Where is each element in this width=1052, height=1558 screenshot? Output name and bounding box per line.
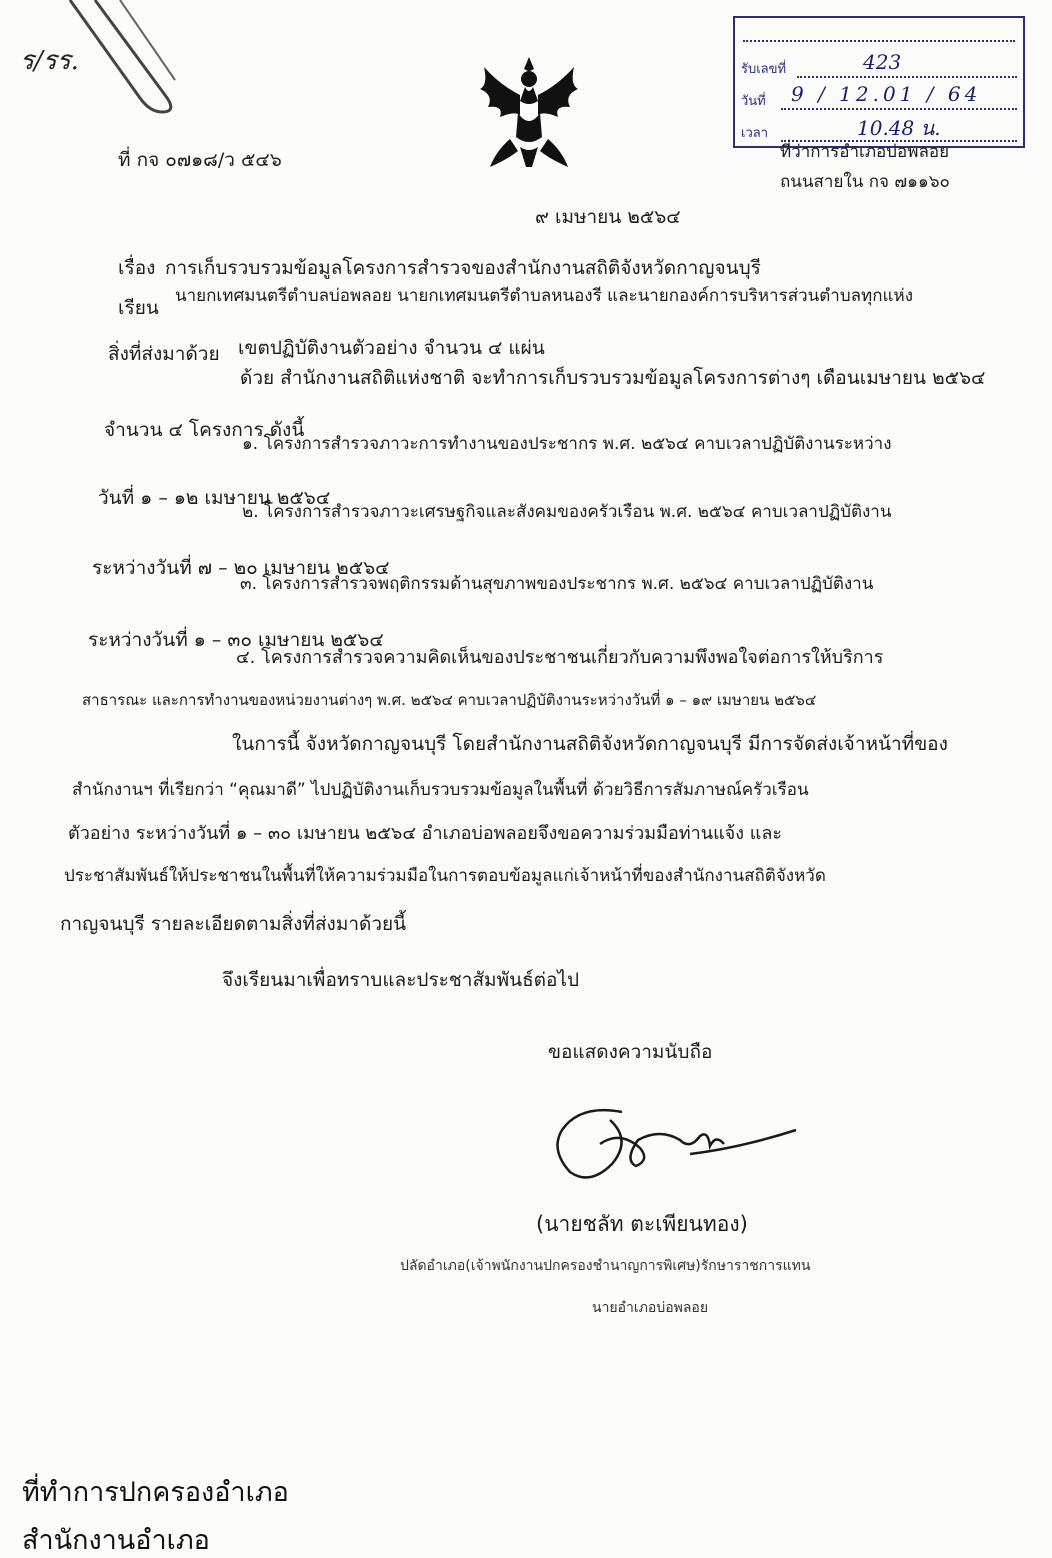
stamp-date-value: 9 / 12.01 / 64 [791,82,982,106]
subject-label: เรื่อง [118,257,156,279]
stamp-time-value: 10.48 น. [857,116,941,140]
reference-number: ที่ กจ ๐๗๑๘/ว ๕๔๖ [118,149,282,171]
body-line: วันที่ ๑ – ๑๒ เมษายน ๒๕๖๔ [98,487,331,509]
stamp-date-label: วันที่ [741,94,766,109]
body-line: ๑. โครงการสำรวจภาวะการทำงานของประชากร พ.ศ. ๒๕๖๔ คาบเวลาปฏิบัติงานระหว่าง [242,434,892,454]
enclosure-text: เขตปฏิบัติงานตัวอย่าง จำนวน ๔ แผ่น [238,337,545,359]
office-address-line1: ที่ว่าการอำเภอบ่อพลอย [780,142,950,162]
body-line: กาญจนบุรี รายละเอียดตามสิ่งที่ส่งมาด้วยนี้ [60,913,407,935]
body-line: จำนวน ๔ โครงการ ดังนี้ [104,419,305,441]
signer-title-line2: นายอำเภอบ่อพลอย [592,1300,709,1316]
body-line: ๔. โครงการสำรวจความคิดเห็นของประชาชนเกี่ยวกับความพึงพอใจต่อการให้บริการ [236,647,884,668]
corner-note: ร/รร. [20,46,79,76]
to-label: เรียน [118,297,159,319]
body-line: ในการนี้ จังหวัดกาญจนบุรี โดยสำนักงานสถิติจังหวัดกาญจนบุรี มีการจัดส่งเจ้าหน้าที่ของ [232,733,948,755]
signer-title-line1: ปลัดอำเภอ(เจ้าพนักงานปกครองชำนาญการพิเศษ)รักษาราชการแทน [400,1258,811,1274]
letter-date: ๙ เมษายน ๒๕๖๔ [535,206,681,228]
body-line: ด้วย สำนักงานสถิติแห่งชาติ จะทำการเก็บรวบรวมข้อมูลโครงการต่างๆ เดือนเมษายน ๒๕๖๔ [240,367,986,389]
office-address-line2: ถนนสายใน กจ ๗๑๑๖๐ [780,172,950,192]
stamp-receive-label: รับเลขที่ [741,62,787,77]
body-line: ประชาสัมพันธ์ให้ประชาชนในพื้นที่ให้ความร่วมมือในการตอบข้อมูลแก่เจ้าหน้าที่ของสำนักงานสถิติจังหวัด [64,866,826,886]
closing: ขอแสดงความนับถือ [548,1041,713,1063]
stamp-receive-value: 423 [863,50,902,74]
body-line: ตัวอย่าง ระหว่างวันที่ ๑ – ๓๐ เมษายน ๒๕๖๔ อำเภอบ่อพลอยจึงขอความร่วมมือท่านแจ้ง และ [68,823,783,844]
body-line: สำนักงานฯ ที่เรียกว่า “คุณมาดี” ไปปฏิบัติงานเก็บรวบรวมข้อมูลในพื้นที่ ด้วยวิธีการสัมภาษณ์ครัวเรือน [72,780,809,800]
body-line: ระหว่างวันที่ ๗ – ๒๐ เมษายน ๒๕๖๔ [92,557,390,579]
garuda-emblem [470,55,588,173]
signer-name: (นายชลัท ตะเพียนทอง) [536,1212,748,1236]
body-line: ระหว่างวันที่ ๑ – ๓๐ เมษายน ๒๕๖๔ [88,629,384,651]
received-stamp [733,16,1025,148]
body-line: ๒. โครงการสำรวจภาวะเศรษฐกิจและสังคมของครัวเรือน พ.ศ. ๒๕๖๔ คาบเวลาปฏิบัติงาน [242,502,892,522]
enclosure-label: สิ่งที่ส่งมาด้วย [108,343,220,365]
body-line: สาธารณะ และการทำงานของหน่วยงานต่างๆ พ.ศ. ๒๕๖๔ คาบเวลาปฏิบัติงานระหว่างวันที่ ๑ – ๑๙ เมษายน ๒๕๖๔ [82,691,817,709]
body-line: ๓. โครงการสำรวจพฤติกรรมด้านสุขภาพของประชากร พ.ศ. ๒๕๖๔ คาบเวลาปฏิบัติงาน [240,574,874,594]
footer-office-line1: ที่ทำการปกครองอำเภอ [22,1477,289,1508]
subject-text: การเก็บรวบรวมข้อมูลโครงการสำรวจของสำนักงานสถิติจังหวัดกาญจนบุรี [165,257,761,279]
to-text: นายกเทศมนตรีตำบลบ่อพลอย นายกเทศมนตรีตำบลหนองรี และนายกองค์การบริหารส่วนตำบลทุกแห่ง [175,286,913,306]
footer-office-line2: สำนักงานอำเภอ [22,1525,210,1556]
stamp-time-label: เวลา [741,126,769,141]
signature [540,1100,820,1190]
body-line: จึงเรียนมาเพื่อทราบและประชาสัมพันธ์ต่อไป [222,969,580,991]
